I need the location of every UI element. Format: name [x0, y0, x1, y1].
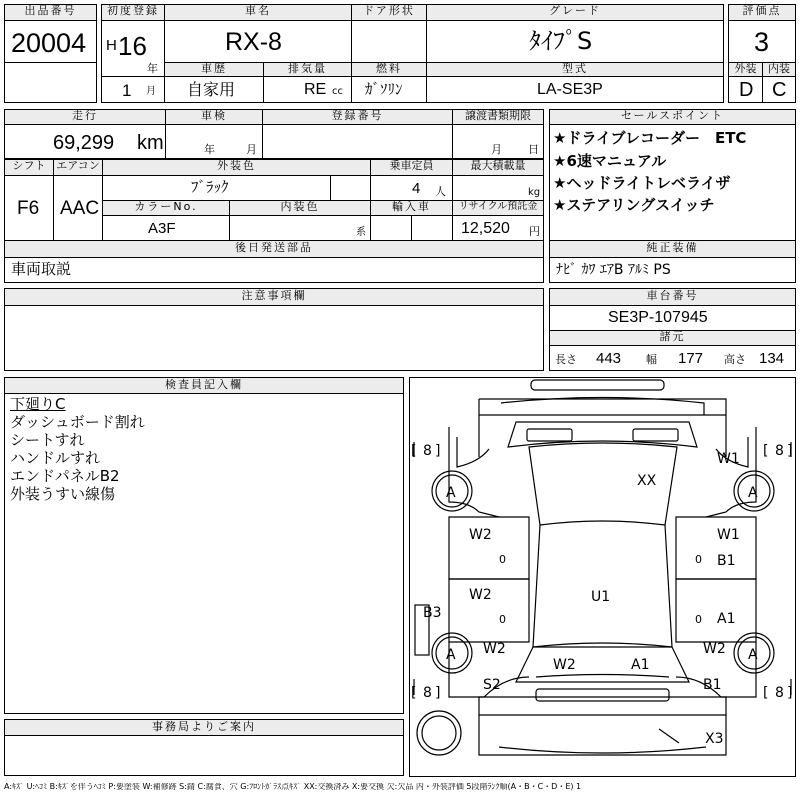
model-header: 型式	[426, 62, 724, 77]
trunk-outline	[479, 697, 726, 715]
front-body-outline	[479, 399, 726, 457]
recycle-cell	[452, 215, 544, 241]
displacement: RE	[304, 81, 327, 98]
capacity: 4	[412, 180, 421, 197]
tread-fr-value: 8	[775, 443, 784, 459]
mark-right-front-door-b: B1	[717, 553, 736, 569]
interior-cell	[762, 76, 796, 103]
exterior-cell	[728, 76, 763, 103]
recycle: 12,520	[461, 220, 510, 237]
mark-left-rear-corner: S2	[483, 677, 501, 693]
int-color-unit: 系	[356, 227, 366, 238]
month-unit: 月	[146, 86, 156, 97]
shift-header: シフト	[4, 159, 54, 176]
km-unit: km	[137, 132, 164, 154]
tire-rl-mark: A	[446, 647, 456, 663]
insp-year-unit: 年	[204, 143, 215, 156]
ext-color-extra	[330, 175, 371, 201]
first-reg-cell	[101, 20, 165, 77]
remark-line: ハンドルすれ	[10, 449, 101, 467]
tire-fl-mark: A	[446, 485, 456, 501]
capacity-header: 乗車定員	[370, 159, 453, 176]
remark-line: エンドパネルB2	[10, 467, 120, 485]
history-header: 車歴	[164, 62, 264, 77]
roof-outline	[533, 525, 672, 647]
interior-grade: C	[772, 79, 787, 101]
history-cell	[164, 76, 264, 103]
office-cell	[4, 735, 404, 776]
int-color-cell	[229, 215, 371, 241]
fuel: ｶﾞｿﾘﾝ	[365, 80, 403, 98]
sales-header: セールスポイント	[549, 109, 796, 125]
import-cell-2	[411, 215, 453, 241]
inspector-header: 検査員記入欄	[4, 377, 404, 394]
mark-right-rear-fender: W2	[703, 641, 726, 657]
exterior-header: 外装	[728, 62, 763, 77]
first-reg-header: 初度登録	[101, 4, 165, 21]
length-label: 長さ	[555, 353, 577, 366]
grade-cell	[426, 20, 724, 63]
insp-month-unit: 月	[246, 143, 257, 156]
right-front-door-outline	[676, 517, 756, 579]
sales-item: ★6速マニュアル	[553, 152, 667, 170]
exterior-grade: D	[739, 79, 754, 101]
color-no-header: カラーNo.	[102, 200, 230, 216]
int-color-header: 内装色	[229, 200, 371, 216]
mileage-cell	[4, 124, 166, 159]
grade-header: グレード	[426, 4, 724, 21]
recycle-header: リサイクル預託金	[452, 200, 544, 216]
svg-text:[: [	[763, 443, 769, 459]
door-header: ドア形状	[351, 4, 427, 21]
reg-no-cell	[262, 124, 453, 159]
tire-fr-mark: A	[748, 485, 758, 501]
era: H	[106, 37, 117, 54]
car-diagram	[409, 377, 796, 777]
mark-roof-center: U1	[591, 589, 611, 605]
tread-rr-value: 8	[775, 685, 784, 701]
door-cell	[351, 20, 427, 63]
history: 自家用	[187, 80, 236, 99]
transfer-day-unit: 日	[528, 143, 539, 156]
height-label: 高さ	[724, 353, 746, 366]
height: 134	[759, 350, 785, 367]
chassis-no: SE3P-107945	[608, 309, 708, 326]
caution-header: 注意事項欄	[4, 288, 544, 306]
score: 3	[754, 27, 770, 57]
lot-no: 20004	[11, 28, 87, 58]
shift: F6	[17, 198, 40, 219]
mark-rear-bumper: X3	[705, 731, 724, 747]
transfer-month-unit: 月	[491, 143, 502, 156]
inspector-cell	[4, 393, 404, 714]
model-cell	[426, 76, 724, 103]
mileage-header: 走行	[4, 109, 166, 125]
ext-color-cell	[102, 175, 331, 201]
zero-left-rear: 0	[499, 613, 506, 626]
mark-left-sill: B3	[423, 605, 442, 621]
sales-cell	[549, 124, 796, 241]
lot-no-blank	[4, 62, 97, 103]
score-cell	[728, 20, 796, 63]
dims-header: 諸元	[549, 330, 796, 346]
tread-fl: [	[411, 443, 417, 459]
reg-no-header: 登録番号	[262, 109, 453, 125]
model: LA-SE3P	[537, 81, 603, 98]
capacity-cell	[370, 175, 453, 201]
right-rear-door-outline	[676, 579, 756, 642]
lot-no-header: 出品番号	[4, 4, 97, 21]
zero-right-front: 0	[695, 553, 702, 566]
recycle-unit: 円	[529, 225, 540, 238]
reg-year: 16	[118, 31, 147, 61]
zero-right-rear: 0	[695, 613, 702, 626]
reg-month: 1	[122, 81, 132, 100]
remark-line: 下廻りC	[10, 395, 66, 413]
displacement-cell	[263, 76, 352, 103]
tire-rr-mark: A	[748, 647, 758, 663]
office-header: 事務局よりご案内	[4, 719, 404, 736]
displacement-header: 排気量	[263, 62, 352, 77]
inspection-header: 車検	[165, 109, 263, 125]
chassis-cell	[549, 305, 796, 331]
sales-item: ★ヘッドライトレベライザ	[553, 174, 731, 192]
later-parts: 車両取説	[11, 260, 72, 278]
later-parts-cell	[4, 257, 544, 283]
mark-left-rear-door: W2	[469, 587, 492, 603]
width-label: 幅	[646, 353, 657, 366]
mark-right-rear-corner: B1	[703, 677, 722, 693]
caution-cell	[4, 305, 544, 371]
mark-trunk-left: W2	[553, 657, 576, 673]
ext-color-header: 外装色	[102, 159, 371, 176]
lot-no-cell	[4, 20, 97, 63]
mark-roof: XX	[637, 473, 657, 489]
remark-line: ダッシュボード割れ	[10, 413, 145, 431]
width: 177	[678, 350, 704, 367]
zero-left-front: 0	[499, 553, 506, 566]
ac-cell	[53, 175, 103, 241]
mark-trunk-right: A1	[631, 657, 650, 673]
mileage: 69,299	[53, 132, 115, 154]
genuine-equipment: ﾅﾋﾞ ｶﾜ ｴｱB ｱﾙﾐ PS	[556, 262, 671, 278]
tread-fl-value: 8	[423, 443, 432, 459]
svg-text:]: ]	[435, 443, 441, 459]
cc-unit: cc	[332, 86, 343, 97]
svg-text:[: [	[763, 685, 769, 701]
capacity-unit: 人	[435, 185, 446, 198]
ext-color: ﾌﾞﾗｯｸ	[191, 178, 229, 196]
interior-header: 内装	[762, 62, 796, 77]
mark-right-rear-door: A1	[717, 611, 736, 627]
tread-rl-value: 8	[423, 685, 432, 701]
car-name: RX-8	[225, 28, 282, 56]
score-header: 評価点	[728, 4, 796, 21]
import-cell-1	[370, 215, 412, 241]
legend: A:ｷｽﾞ U:ﾍｺﾐ B:ｷｽﾞを伴うﾍｺﾐ P:要塗装 W:補修跡 S:錆 C:腐食、穴 G:ﾌﾛﾝﾄｶﾞﾗｽ点ｷｽﾞ XX:交換済み X:要交換 欠:欠品 内・外装評価 5段階ﾗﾝｸ順(A・B・C・D・E) 1	[4, 783, 582, 791]
svg-text:]: ]	[787, 685, 793, 701]
shift-cell	[4, 175, 54, 241]
first-reg-month-cell	[101, 76, 165, 103]
dims-cell	[549, 345, 796, 371]
later-parts-header: 後日発送部品	[4, 240, 544, 258]
ac: AAC	[60, 198, 100, 219]
year-unit: 年	[147, 62, 158, 75]
chassis-header: 車台番号	[549, 288, 796, 306]
mark-right-fender: W1	[717, 451, 740, 467]
car-name-cell	[164, 20, 352, 63]
color-no: A3F	[148, 220, 176, 237]
genuine-header: 純正装備	[549, 240, 796, 258]
remark-line: シートすれ	[10, 431, 85, 449]
transfer-cell	[452, 124, 544, 159]
import-header: 輸入車	[370, 200, 453, 216]
sales-item: ★ステアリングスイッチ	[553, 196, 715, 214]
color-no-cell	[102, 215, 230, 241]
load-unit: kg	[528, 187, 541, 198]
svg-text:]: ]	[435, 685, 441, 701]
genuine-cell	[549, 257, 796, 283]
mark-right-front-door-a: W1	[717, 527, 740, 543]
fuel-cell	[351, 76, 427, 103]
car-name-header: 車名	[164, 4, 352, 21]
ac-header: エアコン	[53, 159, 103, 176]
spare-tire	[417, 711, 461, 755]
front-bumper-outline	[531, 380, 664, 390]
svg-text:]: ]	[787, 443, 793, 459]
mark-left-rear-fender: W2	[483, 641, 506, 657]
sales-item: ★ドライブレコーダー ETC	[553, 129, 747, 147]
svg-text:[: [	[411, 685, 417, 701]
transfer-header: 譲渡書類期限	[452, 109, 544, 125]
length: 443	[596, 350, 622, 367]
remark-line: 外装うすい線傷	[10, 485, 116, 503]
load-header: 最大積載量	[452, 159, 544, 176]
grade: ﾀｲﾌﾟS	[529, 27, 593, 55]
mark-left-front-door: W2	[469, 527, 492, 543]
inspection-cell	[165, 124, 263, 159]
load-cell	[452, 175, 544, 201]
fuel-header: 燃料	[351, 62, 427, 77]
